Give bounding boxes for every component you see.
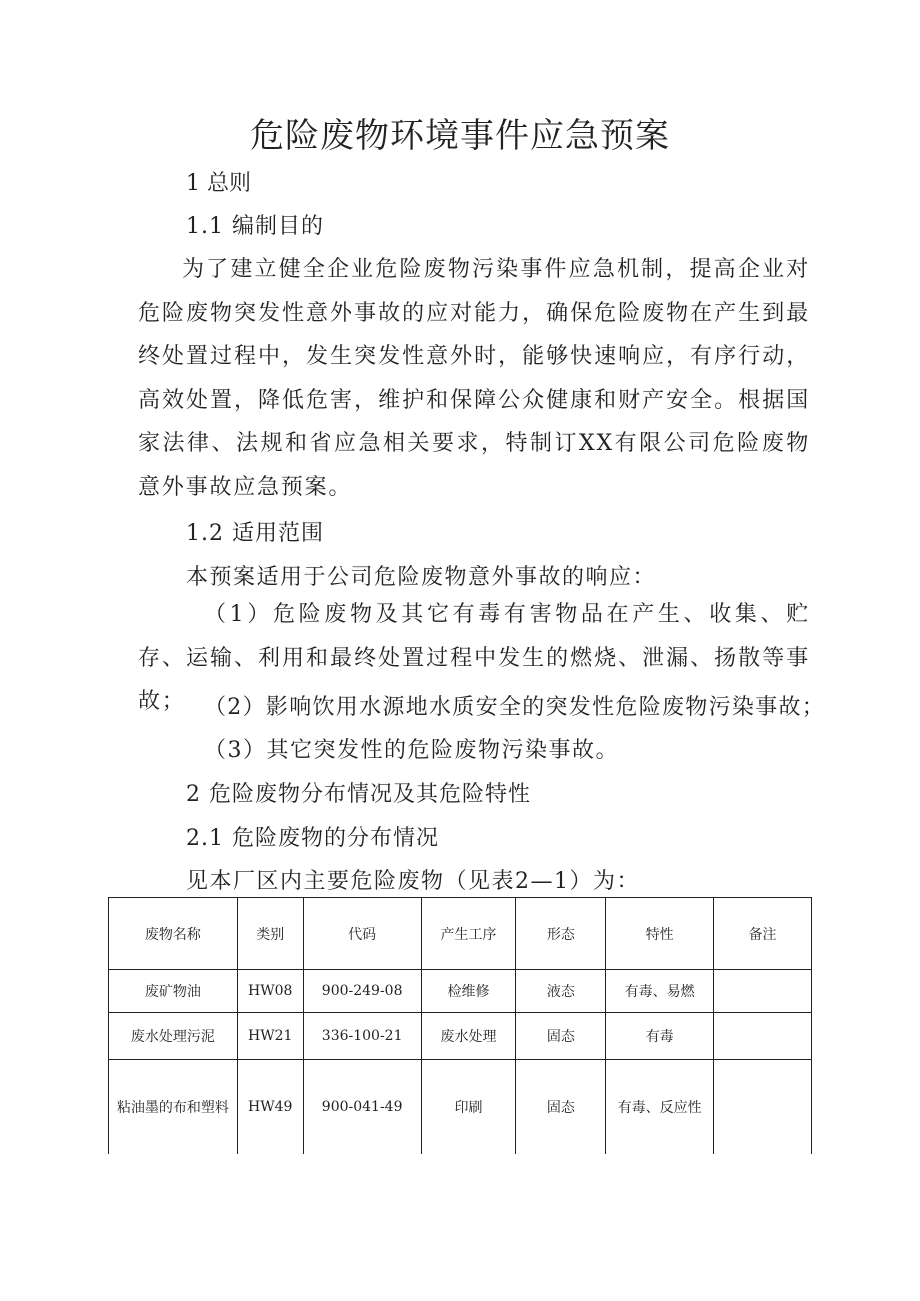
- paragraph-scope-intro: 本预案适用于公司危险废物意外事故的响应：: [186, 565, 657, 590]
- table-cell: 900-041-49: [303, 1060, 421, 1155]
- scope-item-2: （2）影响饮用水源地水质安全的突发性危险废物污染事故；: [204, 695, 826, 720]
- section-heading-general: 1 总则: [186, 171, 251, 196]
- waste-table: [108, 897, 812, 1154]
- table-cell: 废水处理污泥: [109, 1013, 238, 1060]
- table-row: [109, 1060, 812, 1155]
- scope-item-3: （3）其它突发性的危险废物污染事故。: [204, 738, 619, 763]
- table-cell: [714, 1013, 812, 1060]
- table-cell: HW49: [237, 1060, 303, 1155]
- table-cell: HW21: [237, 1013, 303, 1060]
- table-cell: 有毒、反应性: [606, 1060, 714, 1155]
- section-heading-distribution: 2 危险废物分布情况及其危险特性: [186, 782, 531, 807]
- table-cell: 液态: [516, 970, 606, 1013]
- subsection-heading-purpose: 1.1 编制目的: [186, 214, 324, 239]
- table-cell: 检维修: [421, 970, 516, 1013]
- table-header-cell: 类别: [237, 898, 303, 970]
- table-cell: 废水处理: [421, 1013, 516, 1060]
- scope-item-1: （1）危险废物及其它有毒有害物品在产生、收集、贮存、运输、利用和最终处置过程中发生的燃烧、泄漏、扬散等事故；: [138, 602, 810, 714]
- document-title: 危险废物环境事件应急预案: [250, 116, 670, 156]
- table-cell: 900-249-08: [303, 970, 421, 1013]
- table-cell: 印刷: [421, 1060, 516, 1155]
- subsection-heading-distribution: 2.1 危险废物的分布情况: [186, 826, 439, 851]
- table-row: [109, 1013, 812, 1060]
- table-header-cell: 备注: [714, 898, 812, 970]
- table-cell: 粘油墨的布和塑料: [109, 1060, 238, 1155]
- table-cell: HW08: [237, 970, 303, 1013]
- table-cell: 固态: [516, 1060, 606, 1155]
- table-header-cell: 产生工序: [421, 898, 516, 970]
- table-row: [109, 970, 812, 1013]
- table-cell: 336-100-21: [303, 1013, 421, 1060]
- subsection-heading-scope: 1.2 适用范围: [186, 521, 324, 546]
- table-cell: [714, 1060, 812, 1155]
- table-header-row: [109, 898, 812, 970]
- table-cell: 有毒: [606, 1013, 714, 1060]
- table-cell: 固态: [516, 1013, 606, 1060]
- table-header-cell: 形态: [516, 898, 606, 970]
- table-header-cell: 废物名称: [109, 898, 238, 970]
- paragraph-purpose: 为了建立健全企业危险废物污染事件应急机制，提高企业对危险废物突发性意外事故的应对能力，确保危险废物在产生到最终处置过程中，发生突发性意外时，能够快速响应，有序行动，高效处置，降低危害，维护和保障公众健康和财产安全。根据国家法律、法规和省应急相关要求，特制订XX有限公司危险废物意外事故应急预案。: [138, 257, 810, 500]
- table-cell: [714, 970, 812, 1013]
- table-header-cell: 代码: [303, 898, 421, 970]
- table-cell: 有毒、易燃: [606, 970, 714, 1013]
- table-header-cell: 特性: [606, 898, 714, 970]
- paragraph-table-intro: 见本厂区内主要危险废物（见表2—1）为：: [186, 869, 640, 894]
- table-cell: 废矿物油: [109, 970, 238, 1013]
